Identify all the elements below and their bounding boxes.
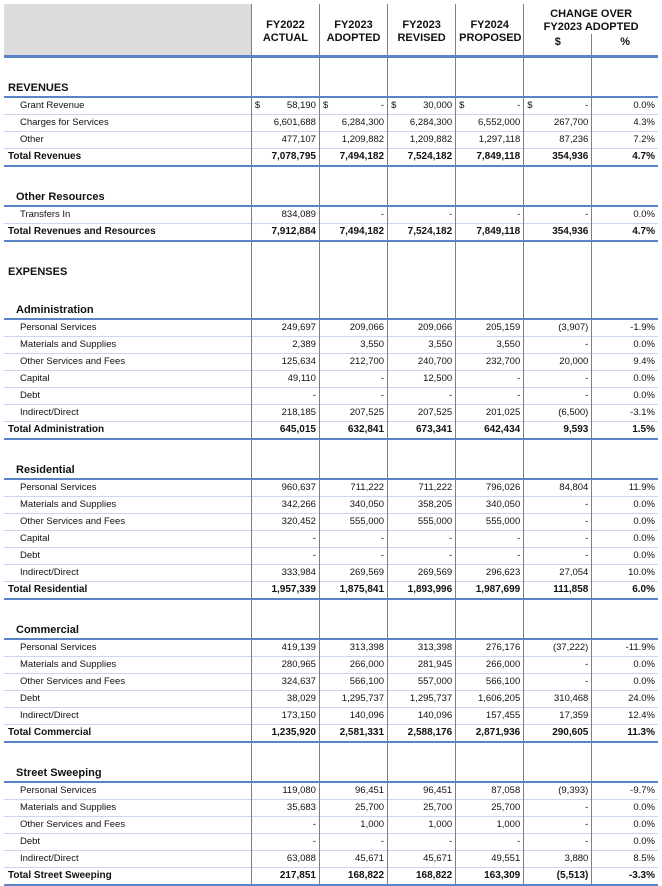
cell-change-dollar: 20,000 bbox=[524, 354, 592, 371]
cell-fy2023-adopted: 1,875,841 bbox=[319, 582, 387, 600]
cell-change-dollar: (6,500) bbox=[524, 405, 592, 422]
cell-change-dollar: - bbox=[524, 497, 592, 514]
section-title: Administration bbox=[16, 304, 94, 316]
row-label: Other Services and Fees bbox=[20, 676, 126, 687]
cell-fy2023-adopted: 711,222 bbox=[319, 479, 387, 497]
cell-fy2023-adopted: 140,096 bbox=[319, 708, 387, 725]
row-label: Capital bbox=[20, 373, 50, 384]
row-label: Total Revenues and Resources bbox=[8, 226, 156, 237]
cell-fy2023-adopted: 1,000 bbox=[319, 817, 387, 834]
row-label: Charges for Services bbox=[20, 117, 109, 128]
cell-change-dollar: (37,222) bbox=[524, 639, 592, 657]
cell-fy2024-proposed: 1,987,699 bbox=[456, 582, 524, 600]
cell-fy2024-proposed: - bbox=[456, 388, 524, 405]
cell-fy2023-adopted: - bbox=[319, 548, 387, 565]
cell-change-dollar: 17,359 bbox=[524, 708, 592, 725]
currency-symbol: $ bbox=[254, 100, 261, 111]
table-row bbox=[4, 817, 658, 834]
table-row bbox=[4, 354, 658, 371]
cell-fy2024-proposed: 266,000 bbox=[456, 657, 524, 674]
cell-fy2022-actual: 419,139 bbox=[251, 639, 319, 657]
row-label: Other bbox=[20, 134, 44, 145]
cell-fy2023-revised: 240,700 bbox=[388, 354, 456, 371]
table-row bbox=[4, 708, 658, 725]
row-label: Total Residential bbox=[8, 584, 88, 595]
cell-change-dollar: - bbox=[524, 800, 592, 817]
row-label: Materials and Supplies bbox=[20, 499, 117, 510]
budget-table bbox=[4, 4, 658, 886]
section-header-expenses bbox=[4, 254, 658, 280]
cell-fy2023-adopted: 1,295,737 bbox=[319, 691, 387, 708]
cell-fy2022-actual: 218,185 bbox=[251, 405, 319, 422]
cell-change-dollar: 3,880 bbox=[524, 851, 592, 868]
cell-fy2024-proposed: - bbox=[456, 548, 524, 565]
cell-fy2024-proposed: 1,606,205 bbox=[456, 691, 524, 708]
cell-fy2022-actual: 1,957,339 bbox=[251, 582, 319, 600]
cell-fy2022-actual: 35,683 bbox=[251, 800, 319, 817]
cell-fy2022-actual: - bbox=[251, 834, 319, 851]
cell-fy2022-actual: 477,107 bbox=[251, 132, 319, 149]
cell-change-percent: 0.0% bbox=[592, 800, 658, 817]
cell-fy2022-actual: 280,965 bbox=[251, 657, 319, 674]
cell-fy2023-revised: 25,700 bbox=[388, 800, 456, 817]
table-row bbox=[4, 479, 658, 497]
cell-fy2024-proposed: - bbox=[456, 834, 524, 851]
cell-fy2023-revised: 358,205 bbox=[388, 497, 456, 514]
cell-fy2023-adopted: 2,581,331 bbox=[319, 725, 387, 743]
cell-fy2023-revised: - bbox=[388, 531, 456, 548]
col-fy2022-actual: FY2022 ACTUAL bbox=[251, 4, 319, 57]
table-row bbox=[4, 115, 658, 132]
cell-change-percent: 0.0% bbox=[592, 531, 658, 548]
col-change-percent: % bbox=[592, 34, 658, 50]
cell-change-percent: 9.4% bbox=[592, 354, 658, 371]
table-row bbox=[4, 639, 658, 657]
cell-change-percent: 12.4% bbox=[592, 708, 658, 725]
table-row bbox=[4, 371, 658, 388]
cell-change-percent: 0.0% bbox=[592, 97, 658, 115]
cell-fy2022-actual: 49,110 bbox=[251, 371, 319, 388]
cell-change-percent: 0.0% bbox=[592, 657, 658, 674]
cell-fy2023-adopted: 45,671 bbox=[319, 851, 387, 868]
cell-fy2022-actual: - bbox=[251, 531, 319, 548]
row-label: Indirect/Direct bbox=[20, 567, 79, 578]
cell-fy2023-adopted: 168,822 bbox=[319, 868, 387, 886]
cell-fy2024-proposed: $ - bbox=[456, 97, 524, 115]
row-label: Capital bbox=[20, 533, 50, 544]
cell-fy2023-revised: 3,550 bbox=[388, 337, 456, 354]
cell-fy2023-revised: - bbox=[388, 548, 456, 565]
table-row bbox=[4, 388, 658, 405]
cell-change-percent: 0.0% bbox=[592, 497, 658, 514]
cell-fy2023-adopted: 96,451 bbox=[319, 782, 387, 800]
cell-change-dollar: - bbox=[524, 834, 592, 851]
cell-change-dollar: - bbox=[524, 548, 592, 565]
cell-fy2023-adopted: 7,494,182 bbox=[319, 224, 387, 242]
cell-fy2023-adopted: 3,550 bbox=[319, 337, 387, 354]
cell-change-percent: 7.2% bbox=[592, 132, 658, 149]
section-title: Commercial bbox=[16, 624, 79, 636]
cell-change-percent: 6.0% bbox=[592, 582, 658, 600]
section-header-street_sweeping bbox=[4, 755, 658, 782]
cell-fy2024-proposed: - bbox=[456, 531, 524, 548]
cell-fy2024-proposed: 232,700 bbox=[456, 354, 524, 371]
cell-fy2024-proposed: - bbox=[456, 371, 524, 388]
cell-change-dollar: - bbox=[524, 657, 592, 674]
spacer-row bbox=[4, 599, 658, 612]
cell-fy2023-revised: 12,500 bbox=[388, 371, 456, 388]
cell-fy2024-proposed: 796,026 bbox=[456, 479, 524, 497]
cell-fy2023-adopted: 25,700 bbox=[319, 800, 387, 817]
cell-fy2024-proposed: 25,700 bbox=[456, 800, 524, 817]
row-label: Debt bbox=[20, 693, 41, 704]
section-title: Other Resources bbox=[16, 191, 105, 203]
cell-fy2023-revised: 207,525 bbox=[388, 405, 456, 422]
cell-fy2022-actual: 834,089 bbox=[251, 206, 319, 224]
cell-fy2022-actual: - bbox=[251, 548, 319, 565]
spacer-row bbox=[4, 241, 658, 254]
cell-fy2024-proposed: 157,455 bbox=[456, 708, 524, 725]
section-header-residential bbox=[4, 452, 658, 479]
cell-fy2024-proposed: 49,551 bbox=[456, 851, 524, 868]
row-label: Total Administration bbox=[8, 424, 105, 435]
cell-fy2023-revised: 6,284,300 bbox=[388, 115, 456, 132]
cell-fy2022-actual: 645,015 bbox=[251, 422, 319, 440]
cell-fy2023-adopted: 555,000 bbox=[319, 514, 387, 531]
table-row bbox=[4, 97, 658, 115]
cell-fy2022-actual: 7,078,795 bbox=[251, 149, 319, 167]
cell-fy2023-revised: 7,524,182 bbox=[388, 224, 456, 242]
table-row bbox=[4, 319, 658, 337]
cell-fy2023-adopted: - bbox=[319, 206, 387, 224]
col-fy2023-adopted: FY2023 ADOPTED bbox=[319, 4, 387, 57]
cell-change-dollar: 84,804 bbox=[524, 479, 592, 497]
section-header-revenues bbox=[4, 70, 658, 97]
cell-change-dollar: (3,907) bbox=[524, 319, 592, 337]
cell-fy2023-revised: 140,096 bbox=[388, 708, 456, 725]
spacer-row bbox=[4, 280, 658, 292]
col-change-dollar: $ bbox=[524, 34, 592, 50]
cell-fy2022-actual: 960,637 bbox=[251, 479, 319, 497]
cell-change-percent: 10.0% bbox=[592, 565, 658, 582]
table-row bbox=[4, 674, 658, 691]
cell-fy2022-actual: 63,088 bbox=[251, 851, 319, 868]
cell-change-percent: 4.3% bbox=[592, 115, 658, 132]
cell-change-percent: 0.0% bbox=[592, 337, 658, 354]
cell-fy2023-adopted: - bbox=[319, 388, 387, 405]
cell-change-dollar: - bbox=[524, 514, 592, 531]
section-title: EXPENSES bbox=[8, 266, 68, 278]
cell-fy2024-proposed: 201,025 bbox=[456, 405, 524, 422]
cell-fy2023-revised: 281,945 bbox=[388, 657, 456, 674]
table-row bbox=[4, 132, 658, 149]
cell-fy2024-proposed: 163,309 bbox=[456, 868, 524, 886]
col-fy2023-revised: FY2023 REVISED bbox=[388, 4, 456, 57]
cell-change-percent: 0.0% bbox=[592, 817, 658, 834]
total-row bbox=[4, 149, 658, 167]
cell-fy2023-revised: 313,398 bbox=[388, 639, 456, 657]
cell-fy2022-actual: 342,266 bbox=[251, 497, 319, 514]
col-change-header: CHANGE OVER FY2023 ADOPTED bbox=[524, 4, 658, 34]
cell-fy2024-proposed: 2,871,936 bbox=[456, 725, 524, 743]
cell-fy2023-adopted: 566,100 bbox=[319, 674, 387, 691]
cell-fy2023-adopted: - bbox=[319, 834, 387, 851]
cell-fy2024-proposed: 555,000 bbox=[456, 514, 524, 531]
cell-fy2024-proposed: 296,623 bbox=[456, 565, 524, 582]
cell-fy2023-revised: 673,341 bbox=[388, 422, 456, 440]
table-row bbox=[4, 337, 658, 354]
row-label: Debt bbox=[20, 836, 41, 847]
table-row bbox=[4, 531, 658, 548]
cell-fy2024-proposed: 1,297,118 bbox=[456, 132, 524, 149]
cell-fy2023-adopted: 269,569 bbox=[319, 565, 387, 582]
cell-fy2022-actual: 38,029 bbox=[251, 691, 319, 708]
cell-change-percent: 24.0% bbox=[592, 691, 658, 708]
total-row bbox=[4, 725, 658, 743]
cell-change-dollar: - bbox=[524, 388, 592, 405]
cell-fy2022-actual: - bbox=[251, 817, 319, 834]
cell-fy2024-proposed: 7,849,118 bbox=[456, 149, 524, 167]
spacer-row bbox=[4, 439, 658, 452]
cell-fy2022-actual: 6,601,688 bbox=[251, 115, 319, 132]
row-label: Indirect/Direct bbox=[20, 853, 79, 864]
table-row bbox=[4, 657, 658, 674]
cell-change-dollar: (5,513) bbox=[524, 868, 592, 886]
cell-fy2023-revised: 209,066 bbox=[388, 319, 456, 337]
cell-fy2024-proposed: - bbox=[456, 206, 524, 224]
cell-fy2022-actual: 173,150 bbox=[251, 708, 319, 725]
cell-change-percent: 0.0% bbox=[592, 548, 658, 565]
cell-change-percent: 4.7% bbox=[592, 149, 658, 167]
total-row bbox=[4, 868, 658, 886]
cell-change-dollar: 290,605 bbox=[524, 725, 592, 743]
section-title: REVENUES bbox=[8, 82, 69, 94]
cell-fy2023-revised: 96,451 bbox=[388, 782, 456, 800]
cell-fy2023-revised: - bbox=[388, 834, 456, 851]
cell-change-dollar: 354,936 bbox=[524, 149, 592, 167]
table-row bbox=[4, 548, 658, 565]
cell-fy2022-actual: $ 58,190 bbox=[251, 97, 319, 115]
cell-fy2024-proposed: 276,176 bbox=[456, 639, 524, 657]
cell-fy2023-revised: 1,893,996 bbox=[388, 582, 456, 600]
cell-change-percent: -11.9% bbox=[592, 639, 658, 657]
table-row bbox=[4, 691, 658, 708]
row-label: Indirect/Direct bbox=[20, 710, 79, 721]
cell-fy2024-proposed: 340,050 bbox=[456, 497, 524, 514]
cell-change-dollar: - bbox=[524, 674, 592, 691]
table-row bbox=[4, 834, 658, 851]
cell-change-percent: 11.3% bbox=[592, 725, 658, 743]
cell-change-percent: 1.5% bbox=[592, 422, 658, 440]
cell-fy2022-actual: 125,634 bbox=[251, 354, 319, 371]
cell-fy2023-revised: 711,222 bbox=[388, 479, 456, 497]
section-header-commercial bbox=[4, 612, 658, 639]
cell-change-dollar: - bbox=[524, 206, 592, 224]
spacer-row bbox=[4, 742, 658, 755]
currency-symbol: $ bbox=[322, 100, 329, 111]
row-label: Other Services and Fees bbox=[20, 356, 126, 367]
cell-fy2023-revised: 2,588,176 bbox=[388, 725, 456, 743]
table-row bbox=[4, 497, 658, 514]
cell-fy2023-revised: 557,000 bbox=[388, 674, 456, 691]
cell-fy2023-revised: 1,000 bbox=[388, 817, 456, 834]
cell-fy2022-actual: 333,984 bbox=[251, 565, 319, 582]
cell-change-dollar: - bbox=[524, 531, 592, 548]
currency-symbol: $ bbox=[527, 100, 533, 111]
cell-fy2024-proposed: 6,552,000 bbox=[456, 115, 524, 132]
cell-fy2022-actual: 217,851 bbox=[251, 868, 319, 886]
row-label: Other Services and Fees bbox=[20, 516, 126, 527]
spacer-row bbox=[4, 166, 658, 179]
cell-change-dollar: 310,468 bbox=[524, 691, 592, 708]
cell-change-percent: -3.1% bbox=[592, 405, 658, 422]
cell-fy2023-revised: 269,569 bbox=[388, 565, 456, 582]
spacer-row bbox=[4, 57, 658, 71]
table-row bbox=[4, 405, 658, 422]
cell-fy2023-adopted: - bbox=[319, 531, 387, 548]
table-row bbox=[4, 800, 658, 817]
cell-fy2024-proposed: 1,000 bbox=[456, 817, 524, 834]
cell-fy2024-proposed: 566,100 bbox=[456, 674, 524, 691]
row-label: Other Services and Fees bbox=[20, 819, 126, 830]
row-label: Total Street Sweeping bbox=[8, 870, 112, 881]
table-row bbox=[4, 514, 658, 531]
total-row bbox=[4, 422, 658, 440]
cell-change-percent: -1.9% bbox=[592, 319, 658, 337]
cell-change-dollar: - bbox=[524, 371, 592, 388]
cell-change-percent: 0.0% bbox=[592, 514, 658, 531]
cell-change-percent: 0.0% bbox=[592, 834, 658, 851]
cell-change-dollar: - bbox=[524, 817, 592, 834]
row-label: Personal Services bbox=[20, 785, 97, 796]
table-row bbox=[4, 782, 658, 800]
cell-fy2022-actual: 324,637 bbox=[251, 674, 319, 691]
cell-fy2022-actual: 1,235,920 bbox=[251, 725, 319, 743]
cell-fy2023-adopted: 340,050 bbox=[319, 497, 387, 514]
cell-fy2024-proposed: 7,849,118 bbox=[456, 224, 524, 242]
cell-change-percent: -9.7% bbox=[592, 782, 658, 800]
total-row bbox=[4, 224, 658, 242]
cell-fy2024-proposed: 205,159 bbox=[456, 319, 524, 337]
cell-change-dollar: 87,236 bbox=[524, 132, 592, 149]
cell-change-percent: 11.9% bbox=[592, 479, 658, 497]
cell-fy2023-revised: 45,671 bbox=[388, 851, 456, 868]
cell-change-percent: 0.0% bbox=[592, 371, 658, 388]
cell-change-dollar: (9,393) bbox=[524, 782, 592, 800]
cell-change-percent: 0.0% bbox=[592, 206, 658, 224]
cell-fy2023-revised: - bbox=[388, 206, 456, 224]
col-fy2024-proposed: FY2024 PROPOSED bbox=[456, 4, 524, 57]
cell-fy2024-proposed: 642,434 bbox=[456, 422, 524, 440]
cell-fy2023-adopted: 313,398 bbox=[319, 639, 387, 657]
total-row bbox=[4, 582, 658, 600]
cell-fy2024-proposed: 87,058 bbox=[456, 782, 524, 800]
cell-fy2023-adopted: 207,525 bbox=[319, 405, 387, 422]
cell-fy2022-actual: 249,697 bbox=[251, 319, 319, 337]
row-label: Total Commercial bbox=[8, 727, 92, 738]
cell-fy2022-actual: 320,452 bbox=[251, 514, 319, 531]
cell-fy2024-proposed: 3,550 bbox=[456, 337, 524, 354]
cell-fy2023-revised: 1,295,737 bbox=[388, 691, 456, 708]
row-label: Grant Revenue bbox=[20, 100, 85, 111]
cell-fy2023-adopted: 1,209,882 bbox=[319, 132, 387, 149]
cell-fy2023-revised: 1,209,882 bbox=[388, 132, 456, 149]
table-row bbox=[4, 206, 658, 224]
cell-fy2023-revised: $ 30,000 bbox=[388, 97, 456, 115]
cell-fy2022-actual: - bbox=[251, 388, 319, 405]
cell-fy2022-actual: 2,389 bbox=[251, 337, 319, 354]
row-label: Debt bbox=[20, 550, 41, 561]
cell-change-percent: 4.7% bbox=[592, 224, 658, 242]
row-label: Personal Services bbox=[20, 642, 97, 653]
cell-change-percent: -3.3% bbox=[592, 868, 658, 886]
currency-symbol: $ bbox=[391, 100, 397, 111]
row-label: Indirect/Direct bbox=[20, 407, 79, 418]
table-row bbox=[4, 565, 658, 582]
row-label: Personal Services bbox=[20, 482, 97, 493]
cell-fy2022-actual: 7,912,884 bbox=[251, 224, 319, 242]
row-label: Materials and Supplies bbox=[20, 802, 117, 813]
section-header-other_resources bbox=[4, 179, 658, 206]
cell-fy2023-adopted: $ - bbox=[319, 97, 387, 115]
currency-symbol: $ bbox=[459, 100, 465, 111]
cell-fy2023-adopted: - bbox=[319, 371, 387, 388]
cell-fy2023-adopted: 632,841 bbox=[319, 422, 387, 440]
cell-fy2023-revised: 7,524,182 bbox=[388, 149, 456, 167]
cell-change-dollar: $ - bbox=[524, 97, 592, 115]
row-label: Materials and Supplies bbox=[20, 339, 117, 350]
cell-fy2023-revised: - bbox=[388, 388, 456, 405]
cell-fy2023-adopted: 7,494,182 bbox=[319, 149, 387, 167]
cell-change-dollar: 27,054 bbox=[524, 565, 592, 582]
cell-change-dollar: - bbox=[524, 337, 592, 354]
cell-change-percent: 0.0% bbox=[592, 388, 658, 405]
row-label: Total Revenues bbox=[8, 151, 82, 162]
row-label: Transfers In bbox=[20, 209, 71, 220]
cell-change-dollar: 354,936 bbox=[524, 224, 592, 242]
cell-change-percent: 8.5% bbox=[592, 851, 658, 868]
row-label: Debt bbox=[20, 390, 41, 401]
cell-fy2023-adopted: 209,066 bbox=[319, 319, 387, 337]
cell-change-dollar: 111,858 bbox=[524, 582, 592, 600]
section-title: Street Sweeping bbox=[16, 767, 102, 779]
section-header-administration bbox=[4, 292, 658, 319]
cell-change-dollar: 9,593 bbox=[524, 422, 592, 440]
cell-fy2023-adopted: 266,000 bbox=[319, 657, 387, 674]
cell-change-percent: 0.0% bbox=[592, 674, 658, 691]
row-label: Materials and Supplies bbox=[20, 659, 117, 670]
label-column-header bbox=[4, 4, 251, 57]
row-label: Personal Services bbox=[20, 322, 97, 333]
cell-change-dollar: 267,700 bbox=[524, 115, 592, 132]
table-row bbox=[4, 851, 658, 868]
cell-fy2023-revised: 555,000 bbox=[388, 514, 456, 531]
section-title: Residential bbox=[16, 464, 75, 476]
cell-fy2022-actual: 119,080 bbox=[251, 782, 319, 800]
cell-fy2023-revised: 168,822 bbox=[388, 868, 456, 886]
cell-fy2023-adopted: 6,284,300 bbox=[319, 115, 387, 132]
cell-fy2023-adopted: 212,700 bbox=[319, 354, 387, 371]
